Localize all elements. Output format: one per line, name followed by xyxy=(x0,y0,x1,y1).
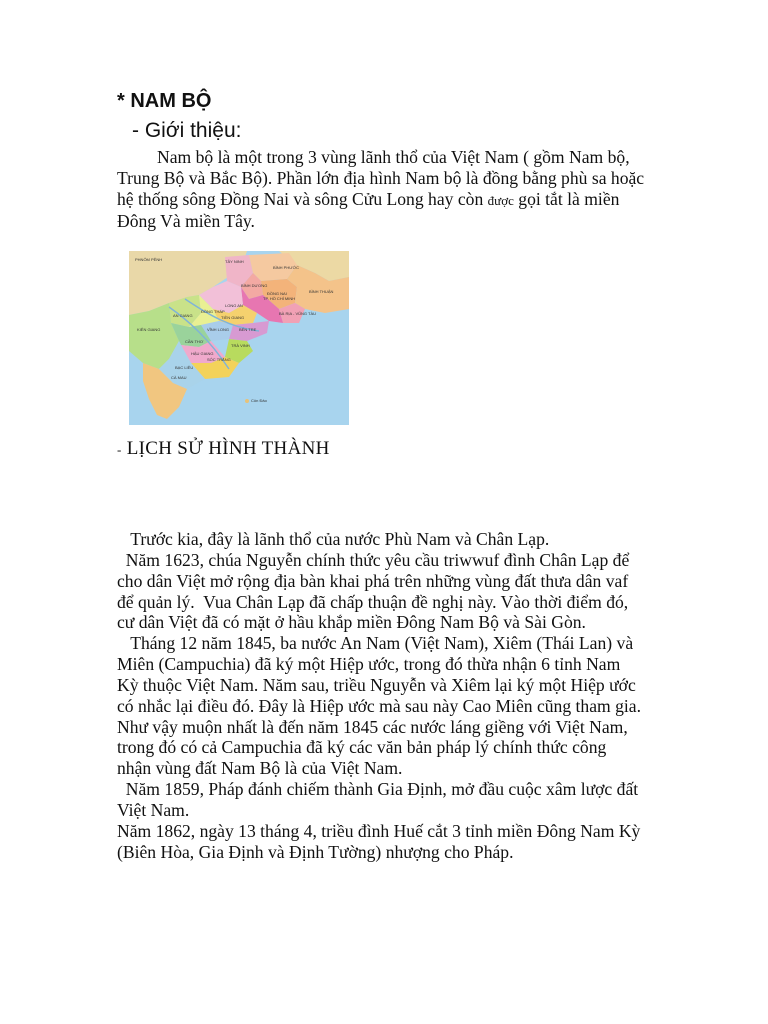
map-label: SÓC TRĂNG xyxy=(207,357,231,362)
history-heading xyxy=(117,438,330,460)
history-paragraph: Năm 1859, Pháp đánh chiếm thành Gia Định, mở đầu cuộc xâm lược đất Việt Nam. xyxy=(117,779,639,820)
map-label: CÀ MAU xyxy=(171,375,187,380)
map-phu-quoc-island xyxy=(133,339,138,344)
map-label: ĐỒNG THÁP xyxy=(201,309,225,314)
map-label: BÌNH PHƯỚC xyxy=(273,265,299,270)
map-label: AN GIANG xyxy=(173,313,193,318)
history-paragraph: Tháng 12 năm 1845, ba nước An Nam (Việt Nam), Xiêm (Thái Lan) và Miên (Campuchia) đã ký một Hiệp ước, trong đó thừa nhận 6 tỉnh Nam Kỳ thuộc Việt Nam. Năm sau, triều Nguyễn và Xiêm lại ký một Hiệp ước có nhắc lại điều đó. Đây là Hiệp ước mà sau này Cao Miên cũng tham gia. Như vậy muộn nhất là đến năm 1845 các nước láng giềng với Việt Nam, trong đó có cả Campuchia đã ký các văn bản pháp lý chính thức công nhận vùng đất Nam Bộ là của Việt Nam. xyxy=(117,633,642,779)
map-label: BÀ RỊA - VŨNG TÀU xyxy=(279,311,317,316)
history-heading-title: LỊCH SỬ HÌNH THÀNH xyxy=(126,438,330,459)
map-label: TIỀN GIANG xyxy=(221,315,245,320)
map-label: ĐỒNG NAI xyxy=(267,291,287,296)
map-label: BÌNH DƯƠNG xyxy=(241,283,268,288)
intro-small-word: được xyxy=(487,193,514,208)
history-text xyxy=(117,529,642,863)
section-subtitle: - Giới thiệu: xyxy=(132,119,242,142)
intro-paragraph xyxy=(117,147,657,232)
map-label: BÌNH THUẬN xyxy=(309,289,334,294)
intro-text-part1: Nam bộ là một trong 3 vùng lãnh thổ của Việt Nam ( gồm Nam bộ, Trung Bộ và Bắc Bộ). Phần lớn địa hình Nam bộ là đồng bằng phù sa hoặc hệ thống sông Đồng Nai và sông Cửu Long hay còn xyxy=(117,147,645,209)
history-paragraph: Trước kia, đây là lãnh thổ của nước Phù Nam và Chân Lạp. xyxy=(117,529,550,549)
map-label: CẦN THƠ xyxy=(185,339,204,344)
map-label: LONG AN xyxy=(225,303,243,308)
map-label: KIÊN GIANG xyxy=(137,327,161,332)
map-label: TÂY NINH xyxy=(225,259,244,264)
map-con-dao-island xyxy=(245,399,249,403)
history-paragraph: Năm 1862, ngày 13 tháng 4, triều đình Huế cắt 3 tỉnh miền Đông Nam Kỳ (Biên Hòa, Gia Định và Định Tường) nhượng cho Pháp. xyxy=(117,820,641,862)
map-label: BẾN TRE xyxy=(239,327,257,332)
southern-vietnam-map xyxy=(129,251,349,425)
map-label: VĨNH LONG xyxy=(207,327,230,332)
history-heading-dash: - xyxy=(117,442,122,457)
map-label: HẬU GIANG xyxy=(191,351,214,356)
history-paragraph: Năm 1623, chúa Nguyễn chính thức yêu cầu triwwuf đình Chân Lạp để cho dân Việt mở rộng địa bàn khai phá trên những vùng đất thưa dân vaf để quản lý. Vua Chân Lạp đã chấp thuận đề nghị này. Vào thời điểm đó, cư dân Việt đã có mặt ở hầu khắp miền Đông Nam Bộ và Sài Gòn. xyxy=(117,549,630,633)
intro-text-part2: gọi tắt là miền Đông Và miền Tây. xyxy=(117,189,620,231)
map-label: TP. HỒ CHÍ MINH xyxy=(263,296,296,301)
map-label: TRÀ VINH xyxy=(231,343,250,348)
map-label: Côn Đảo xyxy=(251,398,267,403)
map-label: BẠC LIÊU xyxy=(175,365,194,370)
map-label: PHNÔM PÊNH xyxy=(135,257,163,262)
section-title: * NAM BỘ xyxy=(117,90,212,112)
